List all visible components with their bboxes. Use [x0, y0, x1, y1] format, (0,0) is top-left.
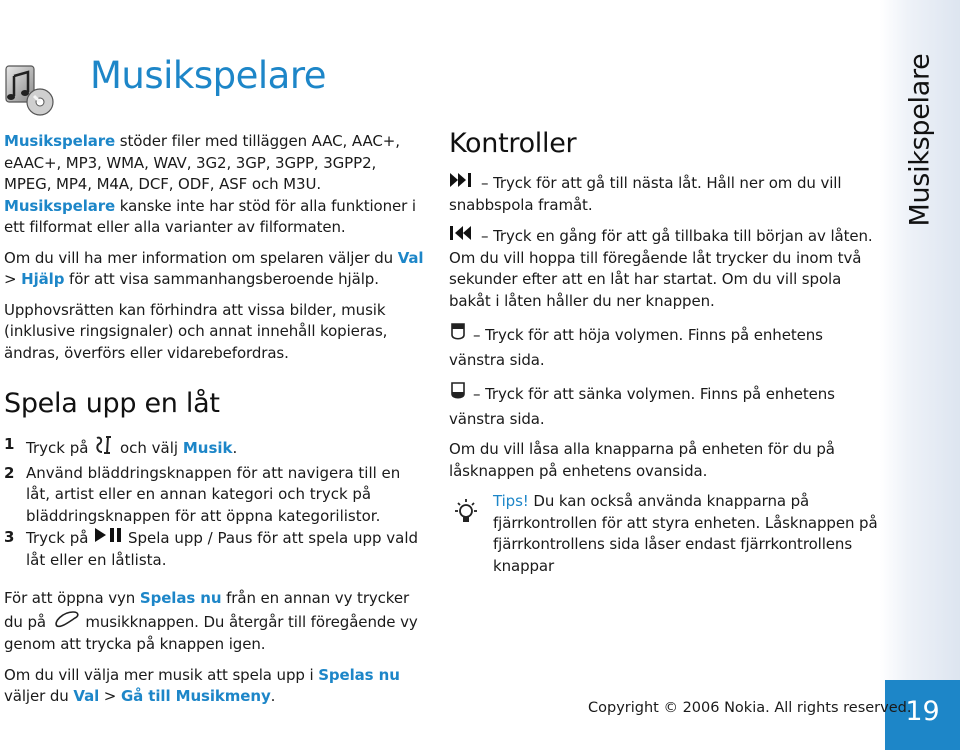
text: För att öppna vyn — [4, 589, 140, 607]
control-previous — [449, 225, 879, 312]
music-key-icon — [51, 610, 81, 635]
music-notes-icon — [4, 62, 56, 118]
previous-track-icon — [449, 225, 475, 248]
control-volume-down — [449, 380, 879, 430]
text: från en annan vy trycker du på — [4, 589, 410, 631]
list-item — [4, 527, 424, 571]
play-pause-icon — [93, 527, 123, 550]
side-tab-label: Musikspelare — [904, 53, 936, 227]
step-number: 3 — [4, 528, 15, 546]
intro-paragraph-1 — [4, 131, 424, 239]
right-column — [449, 128, 879, 577]
steps-list — [4, 434, 424, 571]
next-track-icon — [449, 172, 475, 195]
menu-musikmeny: Gå till Musikmeny — [120, 687, 271, 705]
step-number: 1 — [4, 435, 15, 453]
text: Du kan också använda knapparna på fjärrkontrollen för att styra enheten. Låsknappen på fjärrkontrollens sida låser endast fjärrkontrollens knappar — [493, 492, 878, 575]
control-volume-up — [449, 321, 879, 371]
view-spelas-nu: Spelas nu — [318, 665, 400, 684]
menu-key-icon — [93, 434, 115, 463]
control-next — [449, 172, 879, 216]
text: Tryck på — [26, 438, 94, 457]
copyright: Copyright © 2006 Nokia. All rights reserved. — [588, 700, 912, 716]
tips-paragraph — [449, 491, 879, 577]
text: väljer du — [4, 687, 74, 705]
text: – Tryck för att höja volymen. Finns på enhetens vänstra sida. — [449, 325, 823, 369]
text: för att visa sammanhangsberoende hjälp. — [64, 270, 379, 288]
text: – Tryck en gång för att gå tillbaka till början av låten. Om du vill hoppa till föregående låt trycker du inom två sekunder efter att en låt har startat. Om du vill spola bakåt i låten håller du ner knappen. — [449, 226, 873, 310]
text: – Tryck för att gå till nästa låt. Håll ner om du vill snabbspola framåt. — [449, 173, 842, 214]
separator: > — [99, 687, 121, 705]
page-number: 19 — [905, 696, 940, 727]
separator: > — [4, 270, 22, 288]
menu-musik: Musik — [182, 438, 233, 457]
text: Spela upp / Paus för att spela upp vald låt eller en låtlista. — [26, 528, 419, 569]
text: . — [232, 438, 238, 457]
lightbulb-icon — [451, 497, 481, 534]
section-heading-controls: Kontroller — [449, 128, 577, 159]
text: musikknappen. Du återgår till föregående vy genom att trycka på knappen igen. — [4, 612, 418, 653]
text: stöder filer med tilläggen AAC, AAC+, eAAC+, MP3, WMA, WAV, 3G2, 3GP, 3GPP, 3GPP2, MPEG, MP4, M4A, DCF, ODF, ASF och M3U. — [4, 132, 400, 193]
list-item — [4, 463, 424, 528]
side-tab — [890, 40, 950, 240]
text: Om du vill välja mer musik att spela upp i — [4, 665, 319, 684]
text: Tryck på — [26, 528, 94, 547]
intro-paragraph-3: Upphovsrätten kan förhindra att vissa bilder, musik (inklusive ringsignaler) och annat innehåll kopieras, ändras, överförs eller vidarebefordras. — [4, 300, 388, 362]
text: och välj — [119, 438, 183, 457]
step-number: 2 — [4, 463, 15, 482]
text: Om du vill ha mer information om spelaren väljer du — [4, 248, 398, 267]
menu-val: Val — [73, 687, 100, 705]
volume-up-key-icon — [449, 321, 467, 350]
page-title: Musikspelare — [90, 54, 326, 97]
now-playing-paragraph — [4, 588, 424, 656]
view-spelas-nu: Spelas nu — [139, 589, 222, 607]
text: Använd bläddringsknappen för att navigera till en låt, artist eller en annan kategori och tryck på bläddringsknappen för att öppna kategorilistor. — [26, 463, 401, 525]
tips-label: Tips! — [493, 492, 529, 510]
volume-down-key-icon — [449, 380, 467, 409]
lock-paragraph: Om du vill låsa alla knapparna på enheten för du på låsknappen på enhetens ovansida. — [449, 440, 835, 480]
text: kanske inte har stöd för alla funktioner i ett filformat eller alla varianter av filformaten. — [4, 196, 416, 236]
left-column — [4, 131, 424, 708]
list-item — [4, 434, 424, 463]
app-name: Musikspelare — [4, 132, 116, 150]
text: – Tryck för att sänka volymen. Finns på enhetens vänstra sida. — [449, 384, 835, 428]
app-name: Musikspelare — [4, 196, 116, 215]
menu-val: Val — [397, 248, 424, 267]
intro-paragraph-2 — [4, 248, 424, 291]
menu-help: Hjälp — [21, 270, 65, 288]
more-music-paragraph — [4, 665, 424, 708]
section-heading-play: Spela upp en låt — [4, 388, 220, 419]
text: . — [270, 687, 276, 705]
